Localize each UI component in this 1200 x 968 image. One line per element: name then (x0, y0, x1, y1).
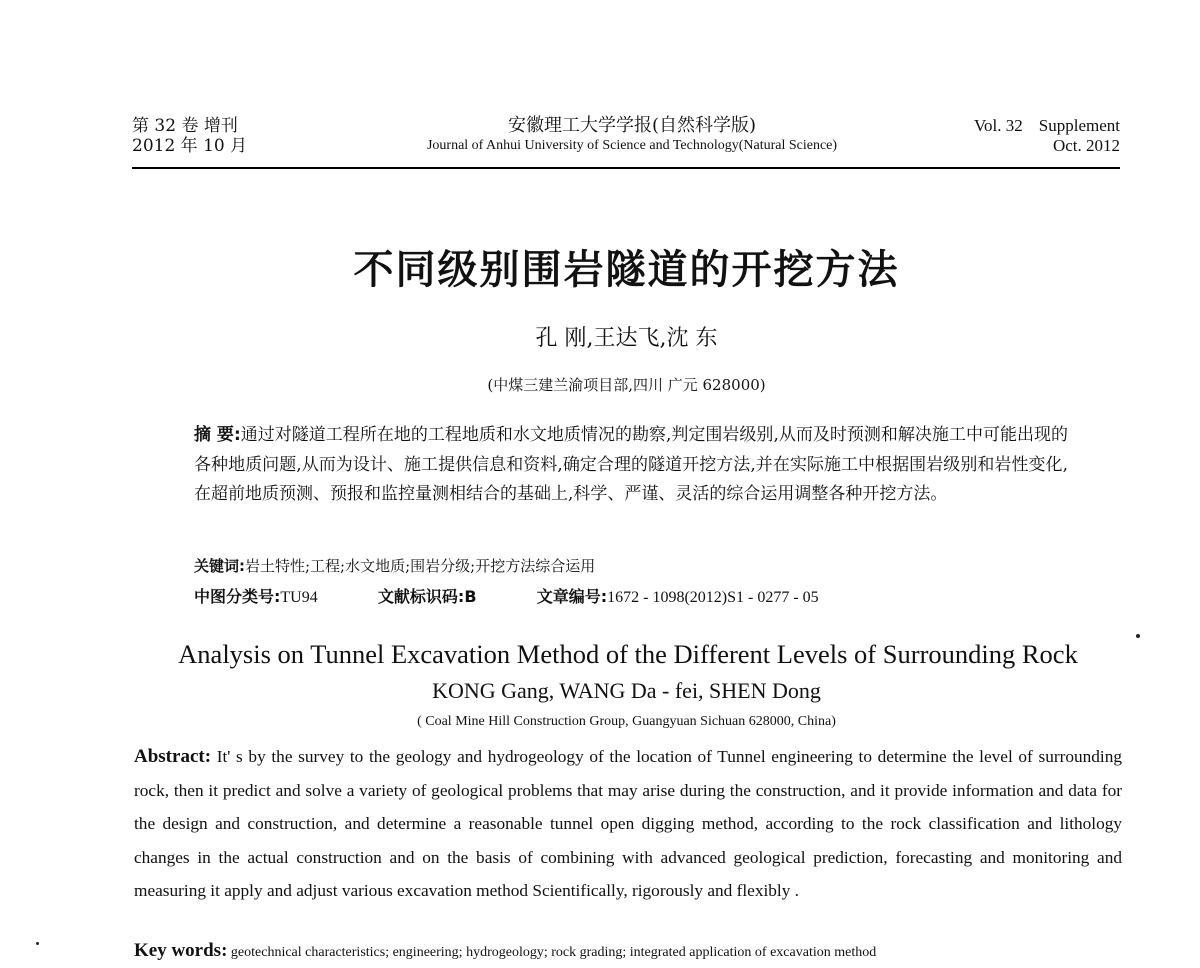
keywords-en (134, 936, 1134, 968)
abstract-cn-label: 摘 要: (194, 425, 241, 445)
volume-cn: 第 32 卷 增刊 (132, 116, 238, 136)
journal-header (132, 116, 1120, 160)
title-en: Analysis on Tunnel Excavation Method of the Different Levels of Surrounding Rock (178, 639, 1078, 669)
affiliation-en: ( Coal Mine Hill Construction Group, Guangyuan Sichuan 628000, China) (417, 714, 836, 729)
authors-cn: 孔 刚,王达飞,沈 东 (535, 326, 718, 351)
clc-value: TU94 (280, 589, 318, 606)
clc-label: 中图分类号: (194, 587, 281, 606)
journal-name-en: Journal of Anhui University of Science and Technology(Natural Science) (426, 138, 838, 153)
scan-speck (36, 942, 39, 945)
affiliation-cn: (中煤三建兰渝项目部,四川 广元 628000) (487, 376, 766, 394)
journal-name-cn: 安徽理工大学学报(自然科学版) (507, 115, 757, 136)
volume-en: Vol. 32 (973, 116, 1023, 135)
date-cn: 2012 年 10 月 (132, 136, 248, 156)
keywords-en-text: geotechnical characteristics; engineering; hydrogeology; rock grading; integrated application of excavation method (230, 945, 877, 960)
classification-cn (194, 584, 1068, 611)
keywords-en-label: Key words: (134, 940, 228, 961)
header-center (352, 116, 912, 156)
keywords-cn (194, 554, 1068, 578)
abstract-en-label: Abstract: (134, 746, 212, 767)
abstract-cn-text: 通过对隧道工程所在地的工程地质和水文地质情况的勘察,判定围岩级别,从而及时预测和解决施工中可能出现的各种地质问题,从而为设计、施工提供信息和资料,确定合理的隧道开挖方法,并在实际施工中根据围岩级别和岩性变化,在超前地质预测、预报和监控量测相结合的基础上,科学、严谨、灵活的综合运用调整各种开挖方法。 (194, 425, 1068, 504)
doc-code-value: B (464, 587, 477, 606)
doc-code-label: 文献标识码: (377, 587, 465, 606)
keywords-cn-label: 关键词: (194, 557, 245, 575)
supplement-en: Supplement (1038, 116, 1120, 135)
title-cn: 不同级别围岩隧道的开挖方法 (353, 246, 900, 293)
header-left (132, 116, 247, 156)
article-no-value: 1672 - 1098(2012)S1 - 0277 - 05 (607, 589, 819, 606)
abstract-cn (194, 421, 1068, 510)
authors-en: KONG Gang, WANG Da - fei, SHEN Dong (432, 678, 821, 703)
date-en: Oct. 2012 (1052, 136, 1120, 155)
header-right (974, 116, 1120, 156)
scan-speck (1136, 634, 1140, 638)
abstract-en (134, 740, 1122, 908)
keywords-cn-text: 岩土特性;工程;水文地质;围岩分级;开挖方法综合运用 (245, 557, 596, 575)
abstract-en-text: It' s by the survey to the geology and hydrogeology of the location of Tunnel engineering to determine the level of surrounding rock, then it predict and solve a variety of geological problems that may arise during the construction, and it provide information and data for the design and construction, and determine a reasonable tunnel open digging method, according to the rock classification and lithology changes in the actual construction and on the basis of combining with advanced geological prediction, forecasting and monitoring and measuring it apply and adjust various excavation method Scientifically, rigorously and flexibly . (134, 747, 1122, 900)
header-rule (132, 167, 1120, 169)
article-no-label: 文章编号: (536, 587, 608, 606)
